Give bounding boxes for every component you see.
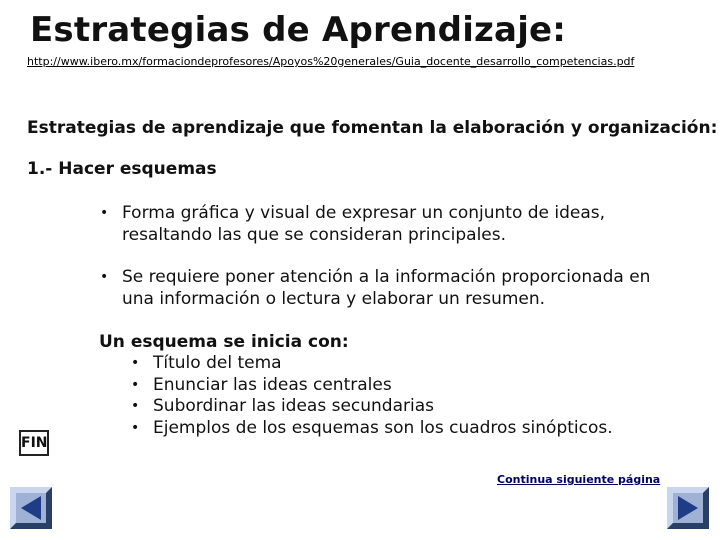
scheme-section [99,331,679,439]
section-subtitle: Estrategias de aprendizaje que fomentan la elaboración y organización: [27,118,718,138]
previous-slide-button[interactable] [10,487,52,529]
slide-title: Estrategias de Aprendizaje: [30,10,567,50]
scheme-title: Un esquema se inicia con: [99,332,349,352]
scheme-step [131,418,679,440]
bullet-icon: • [131,376,140,393]
bullet-icon: • [131,398,140,414]
next-slide-button[interactable] [667,487,709,529]
description-text: Se requiere poner atención a la información proporcionada en una información o lectura y elaborar un resumen. [122,267,651,309]
continue-next-page-link[interactable]: Continua siguiente página [497,473,661,486]
scheme-steps-list [99,353,679,439]
bullet-icon: • [100,205,109,221]
bullet-icon: • [131,355,140,371]
bullet-icon: • [100,269,109,285]
scheme-step [131,353,679,375]
bullet-icon: • [131,419,140,436]
scheme-step-text: Título del tema [153,353,282,373]
source-link[interactable]: http://www.ibero.mx/formaciondeprofesores/Apoyos%20generales/Guia_docente_desarrollo_competencias.pdf [27,55,635,68]
scheme-step-text: Enunciar las ideas centrales [153,374,392,395]
strategy-heading: 1.- Hacer esquemas [27,159,217,179]
description-text: Forma gráfica y visual de expresar un conjunto de ideas, resaltando las que se consideran principales. [122,203,606,245]
scheme-step-text: Ejemplos de los esquemas son los cuadros sinópticos. [153,417,613,438]
triangle-right-icon [667,487,709,529]
triangle-left-icon [10,487,52,529]
fin-button[interactable]: FIN [19,430,49,456]
scheme-step [131,396,679,418]
scheme-step-text: Subordinar las ideas secundarias [153,396,435,416]
description-item [100,202,680,246]
scheme-step [131,375,679,397]
description-list [100,202,680,330]
description-item [100,266,680,310]
